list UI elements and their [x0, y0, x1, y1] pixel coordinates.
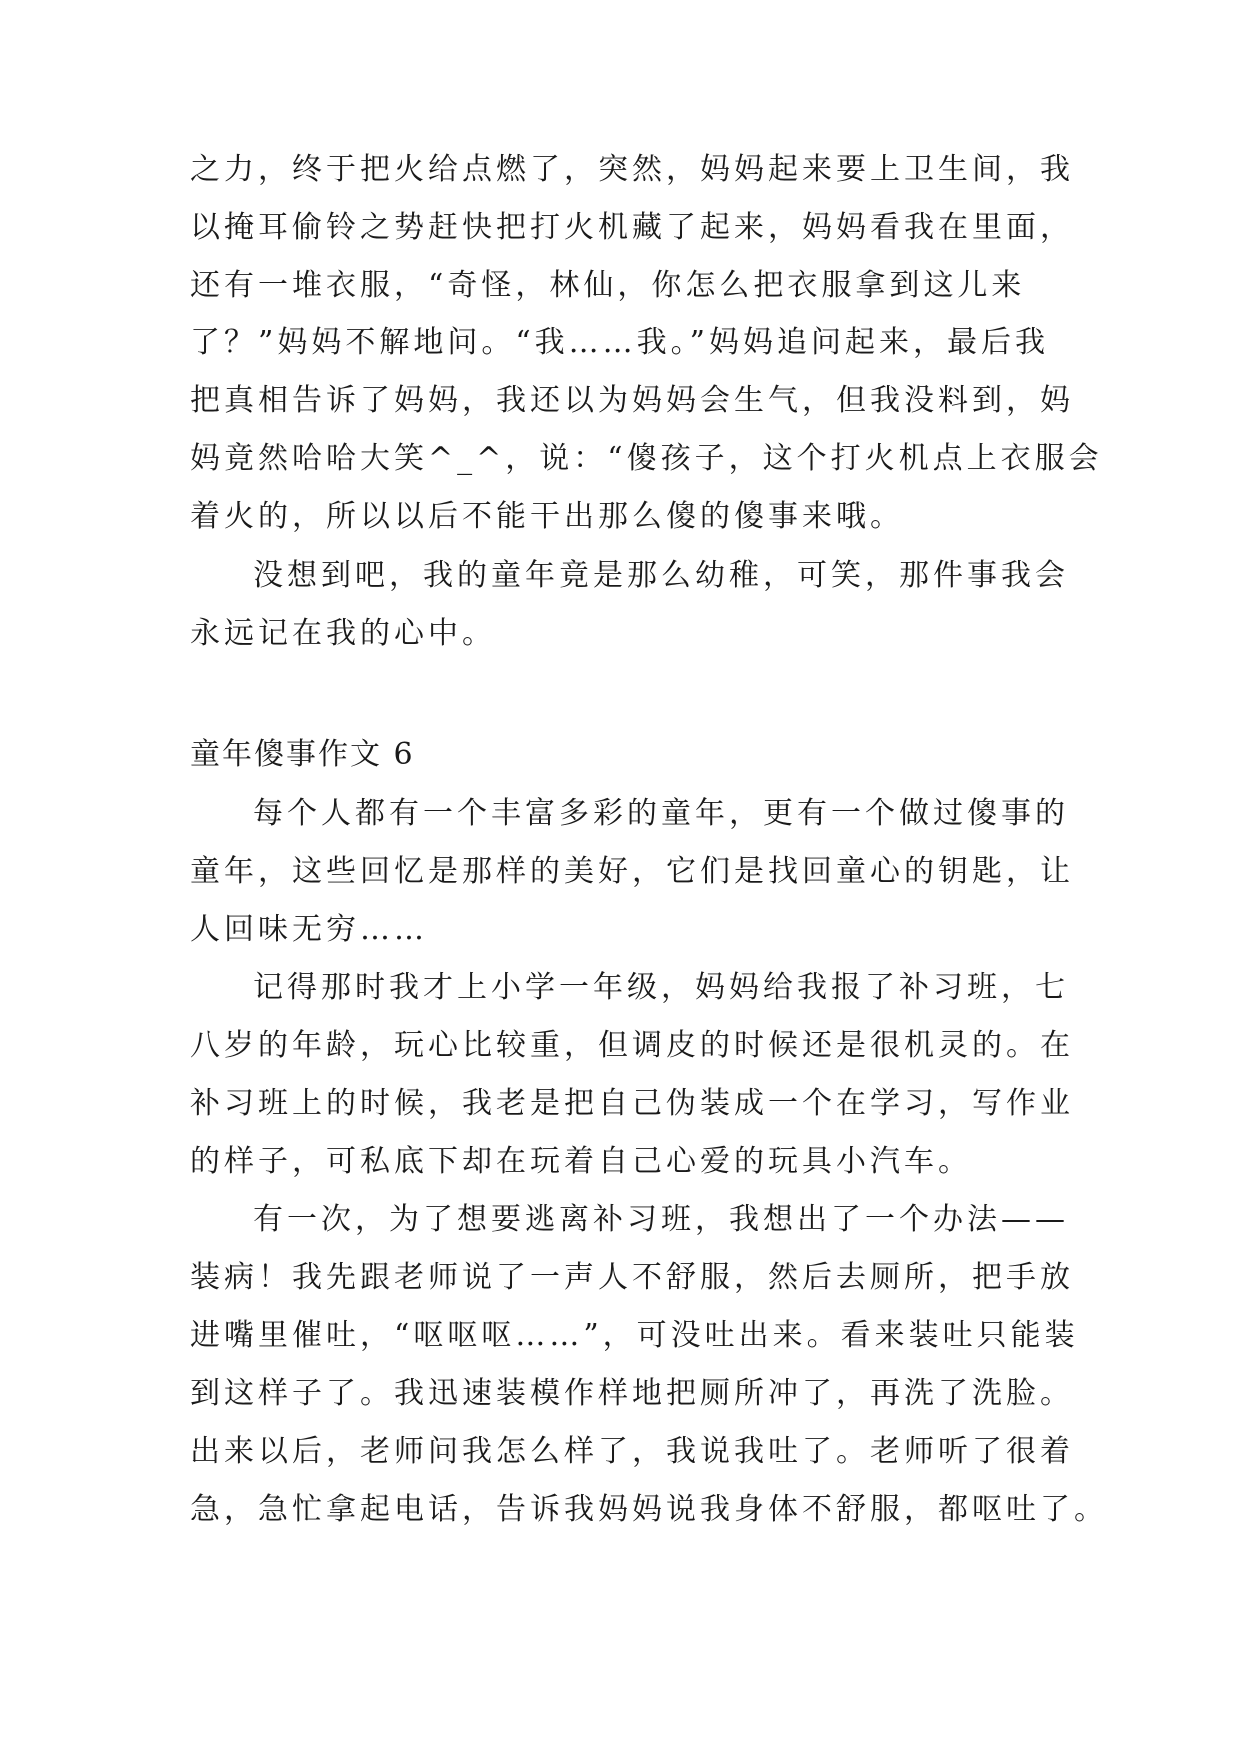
- section-heading: 童年傻事作文 6: [190, 737, 415, 772]
- text-line: 急，急忙拿起电话，告诉我妈妈说我身体不舒服，都呕吐了。: [190, 1492, 1108, 1527]
- text-line: 以掩耳偷铃之势赶快把打火机藏了起来，妈妈看我在里面，: [190, 210, 1074, 245]
- text-line: 的样子，可私底下却在玩着自己心爱的玩具小汽车。: [190, 1144, 972, 1179]
- text-line: 了？”妈妈不解地问。“我……我。”妈妈追问起来，最后我: [190, 325, 1050, 360]
- text-line: 之力，终于把火给点燃了，突然，妈妈起来要上卫生间，我: [190, 152, 1074, 187]
- text-line: 记得那时我才上小学一年级，妈妈给我报了补习班，七: [253, 970, 1069, 1005]
- text-line: 八岁的年龄，玩心比较重，但调皮的时候还是很机灵的。在: [190, 1028, 1074, 1063]
- text-line: 永远记在我的心中。: [190, 616, 496, 651]
- text-line: 没想到吧，我的童年竟是那么幼稚，可笑，那件事我会: [253, 558, 1069, 593]
- text-line: 把真相告诉了妈妈，我还以为妈妈会生气，但我没料到，妈: [190, 383, 1074, 418]
- text-line: 童年，这些回忆是那样的美好，它们是找回童心的钥匙，让: [190, 854, 1074, 889]
- text-line: 人回味无穷……: [190, 912, 428, 947]
- text-line: 出来以后，老师问我怎么样了，我说我吐了。老师听了很着: [190, 1434, 1074, 1469]
- text-line: 妈竟然哈哈大笑^_^，说：“傻孩子，这个打火机点上衣服会: [190, 441, 1103, 476]
- text-line: 着火的，所以以后不能干出那么傻的傻事来哦。: [190, 499, 904, 534]
- text-line: 每个人都有一个丰富多彩的童年，更有一个做过傻事的: [253, 796, 1069, 831]
- text-line: 还有一堆衣服，“奇怪，林仙，你怎么把衣服拿到这儿来: [190, 268, 1026, 303]
- text-line: 补习班上的时候，我老是把自己伪装成一个在学习，写作业: [190, 1086, 1074, 1121]
- text-line: 进嘴里催吐，“呕呕呕……”，可没吐出来。看来装吐只能装: [190, 1318, 1079, 1353]
- text-line: 装病！我先跟老师说了一声人不舒服，然后去厕所，把手放: [190, 1260, 1074, 1295]
- text-line: 到这样子了。我迅速装模作样地把厕所冲了，再洗了洗脸。: [190, 1376, 1074, 1411]
- text-line: 有一次，为了想要逃离补习班，我想出了一个办法——: [253, 1202, 1069, 1237]
